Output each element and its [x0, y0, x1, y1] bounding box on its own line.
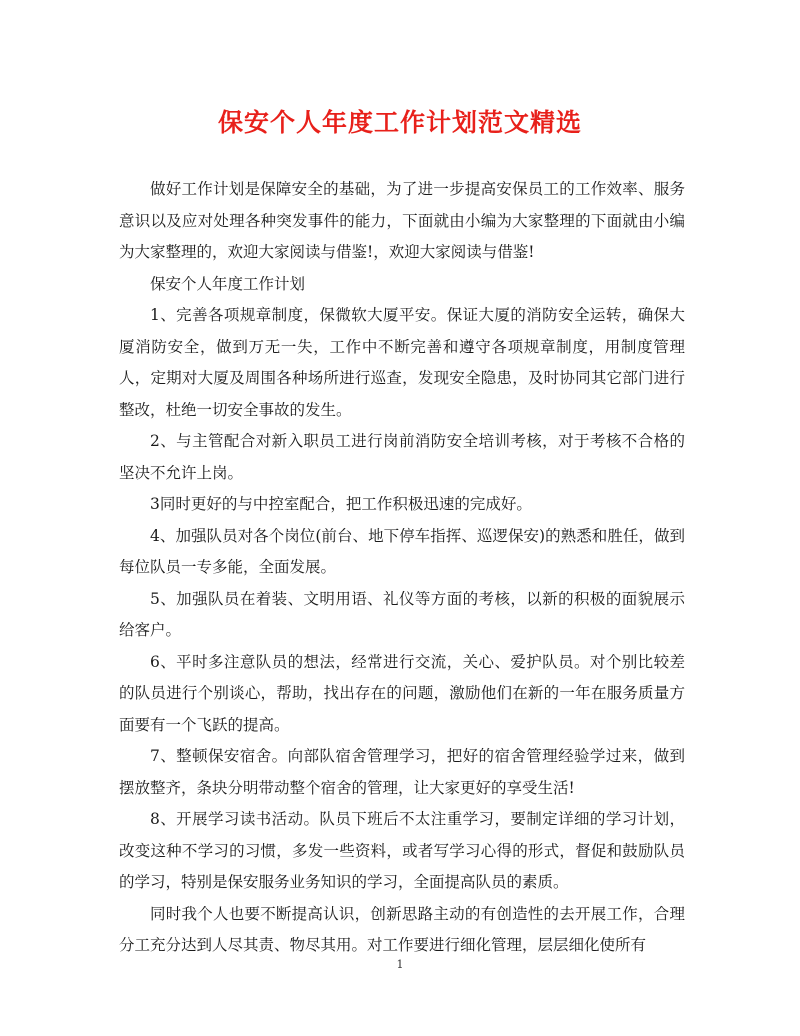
paragraph-item-8: 8、开展学习读书活动。队员下班后不太注重学习，要制定详细的学习计划，改变这种不学习的习惯，多发一些资料，或者写学习心得的形式，督促和鼓励队员的学习，特别是保安服务业务知识的学习，全面提高队员的素质。	[119, 810, 685, 891]
document-title: 保安个人年度工作计划范文精选	[217, 108, 582, 137]
document-body	[119, 174, 685, 962]
paragraph-intro: 做好工作计划是保障安全的基础，为了进一步提高安保员工的工作效率、服务意识以及应对处理各种突发事件的能力，下面就由小编为大家整理的下面就由小编为大家整理的，欢迎大家阅读与借鉴!，欢迎大家阅读与借鉴!	[119, 180, 685, 261]
paragraph-item-1: 1、完善各项规章制度，保微软大厦平安。保证大厦的消防安全运转，确保大厦消防安全，做到万无一失，工作中不断完善和遵守各项规章制度，用制度管理人，定期对大厦及周围各种场所进行巡查，发现安全隐患，及时协同其它部门进行整改，杜绝一切安全事故的发生。	[119, 306, 685, 419]
paragraph-subheading: 保安个人年度工作计划	[150, 274, 306, 293]
paragraph-item-7: 7、整顿保安宿舍。向部队宿舍管理学习，把好的宿舍管理经验学过来，做到摆放整齐，条块分明带动整个宿舍的管理，让大家更好的享受生活!	[119, 747, 685, 797]
paragraph-closing: 同时我个人也要不断提高认识，创新思路主动的有创造性的去开展工作，合理分工充分达到人尽其责、物尽其用。对工作要进行细化管理，层层细化使所有	[119, 904, 685, 954]
paragraph-item-4: 4、加强队员对各个岗位(前台、地下停车指挥、巡逻保安)的熟悉和胜任，做到每位队员一专多能，全面发展。	[119, 526, 685, 576]
paragraph-item-2: 2、与主管配合对新入职员工进行岗前消防安全培训考核，对于考核不合格的坚决不允许上岗。	[119, 432, 685, 482]
page-number: 1	[396, 958, 404, 971]
paragraph-item-6: 6、平时多注意队员的想法，经常进行交流，关心、爱护队员。对个别比较差的队员进行个别谈心，帮助，找出存在的问题，激励他们在新的一年在服务质量方面要有一个飞跃的提高。	[119, 652, 685, 734]
paragraph-item-3: 3同时更好的与中控室配合，把工作积极迅速的完成好。	[150, 495, 532, 513]
paragraph-item-5: 5、加强队员在着装、文明用语、礼仪等方面的考核，以新的积极的面貌展示给客户。	[119, 589, 685, 639]
